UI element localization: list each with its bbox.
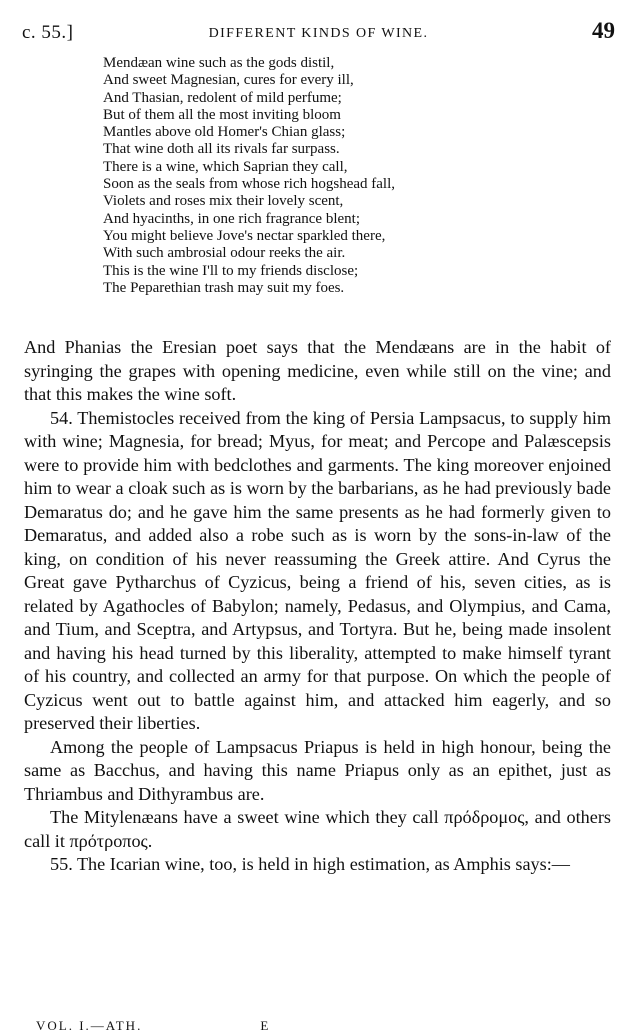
body-text [24, 336, 611, 877]
verse-line: Violets and roses mix their lovely scent, [103, 193, 344, 210]
volume-mark: VOL. I.—ATH. [36, 1018, 143, 1033]
verse-block [103, 55, 395, 297]
chapter-reference: c. 55.] [22, 22, 74, 43]
verse-line: With such ambrosial odour reeks the air. [103, 245, 346, 262]
paragraph-section-54: 54. Themistocles received from the king of Persia Lampsacus, to supply him with wine; Magnesia, for bread; Myus, for meat; and Percope and Palæscepsis were to provide him with bedclothes and garments. The king moreover enjoined him to wear a cloak such as is worn by the barbarians, as he had previously bade Demaratus do; and he gave him the same presents as he had formerly given to Demaratus, and added also a robe such as is worn by the sons-in-law of the king, on condition of his never reassuming the Greek attire. And Cyrus the Great gave Pytharchus of Cyzicus, being a friend of his, seven cities, as is related by Agathocles of Babylon; namely, Pedasus, and Olympius, and Cama, and Tium, and Sceptra, and Artypsus, and Tortyra. But he, being made insolent and having his head turned by this liberality, attempted to make himself tyrant of his country, and collected an army for that purpose. On which the people of Cyzicus went out to battle against him, and attacked him eagerly, and so preserved their liberties. [24, 407, 611, 733]
verse-line: And Thasian, redolent of mild perfume; [103, 89, 342, 106]
verse-line: Mendæan wine such as the gods distil, [103, 55, 335, 71]
verse-line: You might believe Jove's nectar sparkled there, [103, 227, 386, 244]
signature-mark: E [260, 1018, 271, 1033]
page-number: 49 [592, 18, 615, 43]
verse-line: And sweet Magnesian, cures for every ill, [103, 72, 354, 89]
verse-line: This is the wine I'll to my friends disclose; [103, 262, 359, 279]
paragraph-section-55: 55. The Icarian wine, too, is held in high estimation, as Amphis says:— [50, 854, 570, 874]
verse-line: And hyacinths, in one rich fragrance blent; [103, 210, 360, 227]
paragraph-priapus: Among the people of Lampsacus Priapus is held in high honour, being the same as Bacchus, and having this name Priapus only as an epithet, just as Thriambus and Dithyrambus are. [24, 736, 611, 804]
verse-line: There is a wine, which Saprian they call, [103, 158, 348, 175]
paragraph-mitylenaeans: The Mitylenæans have a sweet wine which they call πρόδρομος, and others call it πρότροπος. [24, 807, 611, 851]
verse-line: Soon as the seals from whose rich hogshead fall, [103, 176, 396, 193]
running-title: DIFFERENT KINDS OF WINE. [208, 26, 429, 41]
verse-line: But of them all the most inviting bloom [103, 106, 341, 123]
verse-line: Mantles above old Homer's Chian glass; [103, 124, 346, 141]
verse-line: The Peparethian trash may suit my foes. [103, 279, 345, 296]
paragraph-phanias: And Phanias the Eresian poet says that the Mendæans are in the habit of syringing the grapes with opening medicine, even while still on the vine; and that this makes the wine soft. [24, 337, 611, 404]
running-header [22, 18, 615, 48]
signature-line [36, 1018, 270, 1034]
verse-line: That wine doth all its rivals far surpass. [103, 141, 340, 158]
